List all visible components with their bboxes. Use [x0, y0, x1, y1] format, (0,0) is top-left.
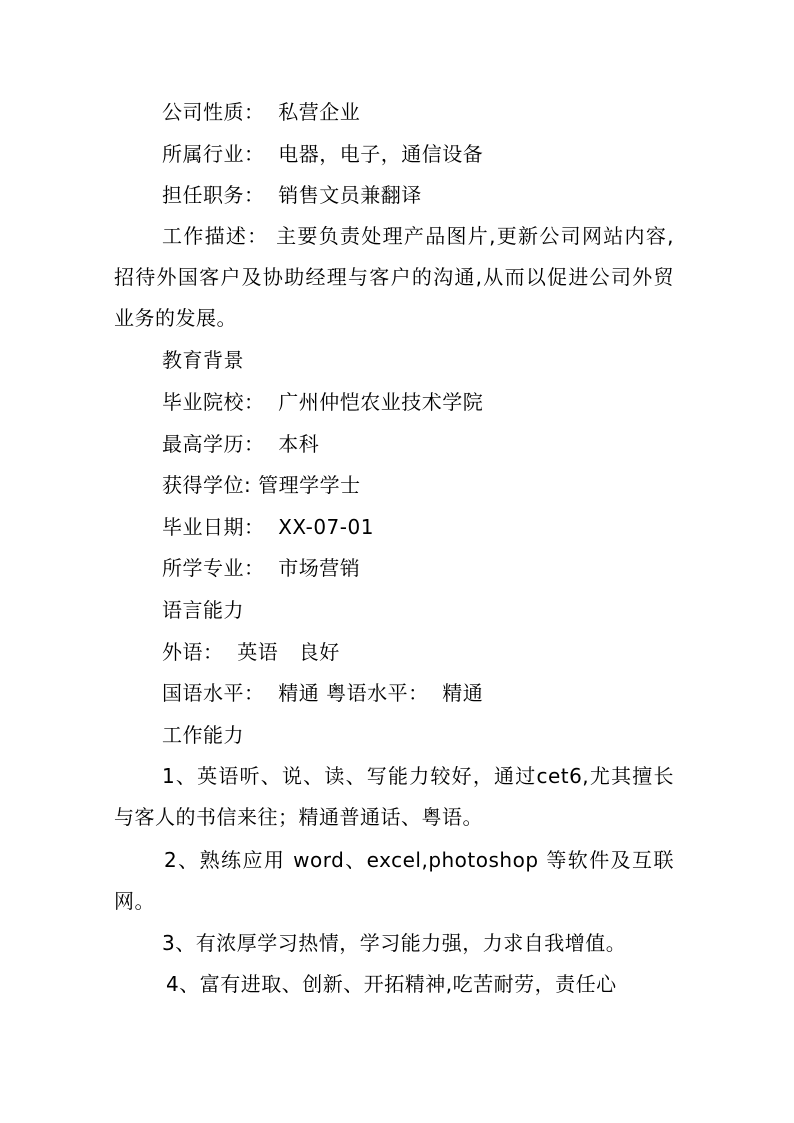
work-ability-heading: 工作能力 — [162, 723, 244, 747]
highest-degree-line: 最高学历： 本科 — [162, 432, 320, 456]
work-item-1: 1、英语听、说、读、写能力较好，通过cet6,尤其擅长与客人的书信来往；精通普通话、粤语。 — [114, 764, 674, 829]
job-description-paragraph: 工作描述： 主要负责处理产品图片,更新公司网站内容,招待外国客户及协助经理与客户的沟通,从而以促进公司外贸业务的发展。 — [114, 224, 674, 330]
work-item-4: 4、富有进取、创新、开拓精神,吃苦耐劳，责任心 — [166, 972, 617, 996]
foreign-language-line: 外语： 英语 良好 — [162, 640, 340, 664]
work-item-3: 3、有浓厚学习热情，学习能力强，力求自我增值。 — [162, 931, 627, 955]
graduation-date-line: 毕业日期： XX-07-01 — [162, 515, 374, 539]
degree-obtained-line: 获得学位: 管理学学士 — [162, 473, 361, 497]
company-nature-line: 公司性质： 私营企业 — [162, 100, 361, 124]
education-heading: 教育背景 — [162, 348, 244, 372]
work-item-2: 2、熟练应用 word、excel,photoshop 等软件及互联网。 — [114, 848, 674, 913]
position-line: 担任职务： 销售文员兼翻译 — [162, 183, 422, 207]
language-heading: 语言能力 — [162, 598, 244, 622]
major-line: 所学专业： 市场营销 — [162, 556, 361, 580]
industry-line: 所属行业： 电器，电子，通信设备 — [162, 142, 484, 166]
graduate-school-line: 毕业院校： 广州仲恺农业技术学院 — [162, 390, 484, 414]
dialect-level-line: 国语水平： 精通 粤语水平： 精通 — [162, 681, 484, 705]
